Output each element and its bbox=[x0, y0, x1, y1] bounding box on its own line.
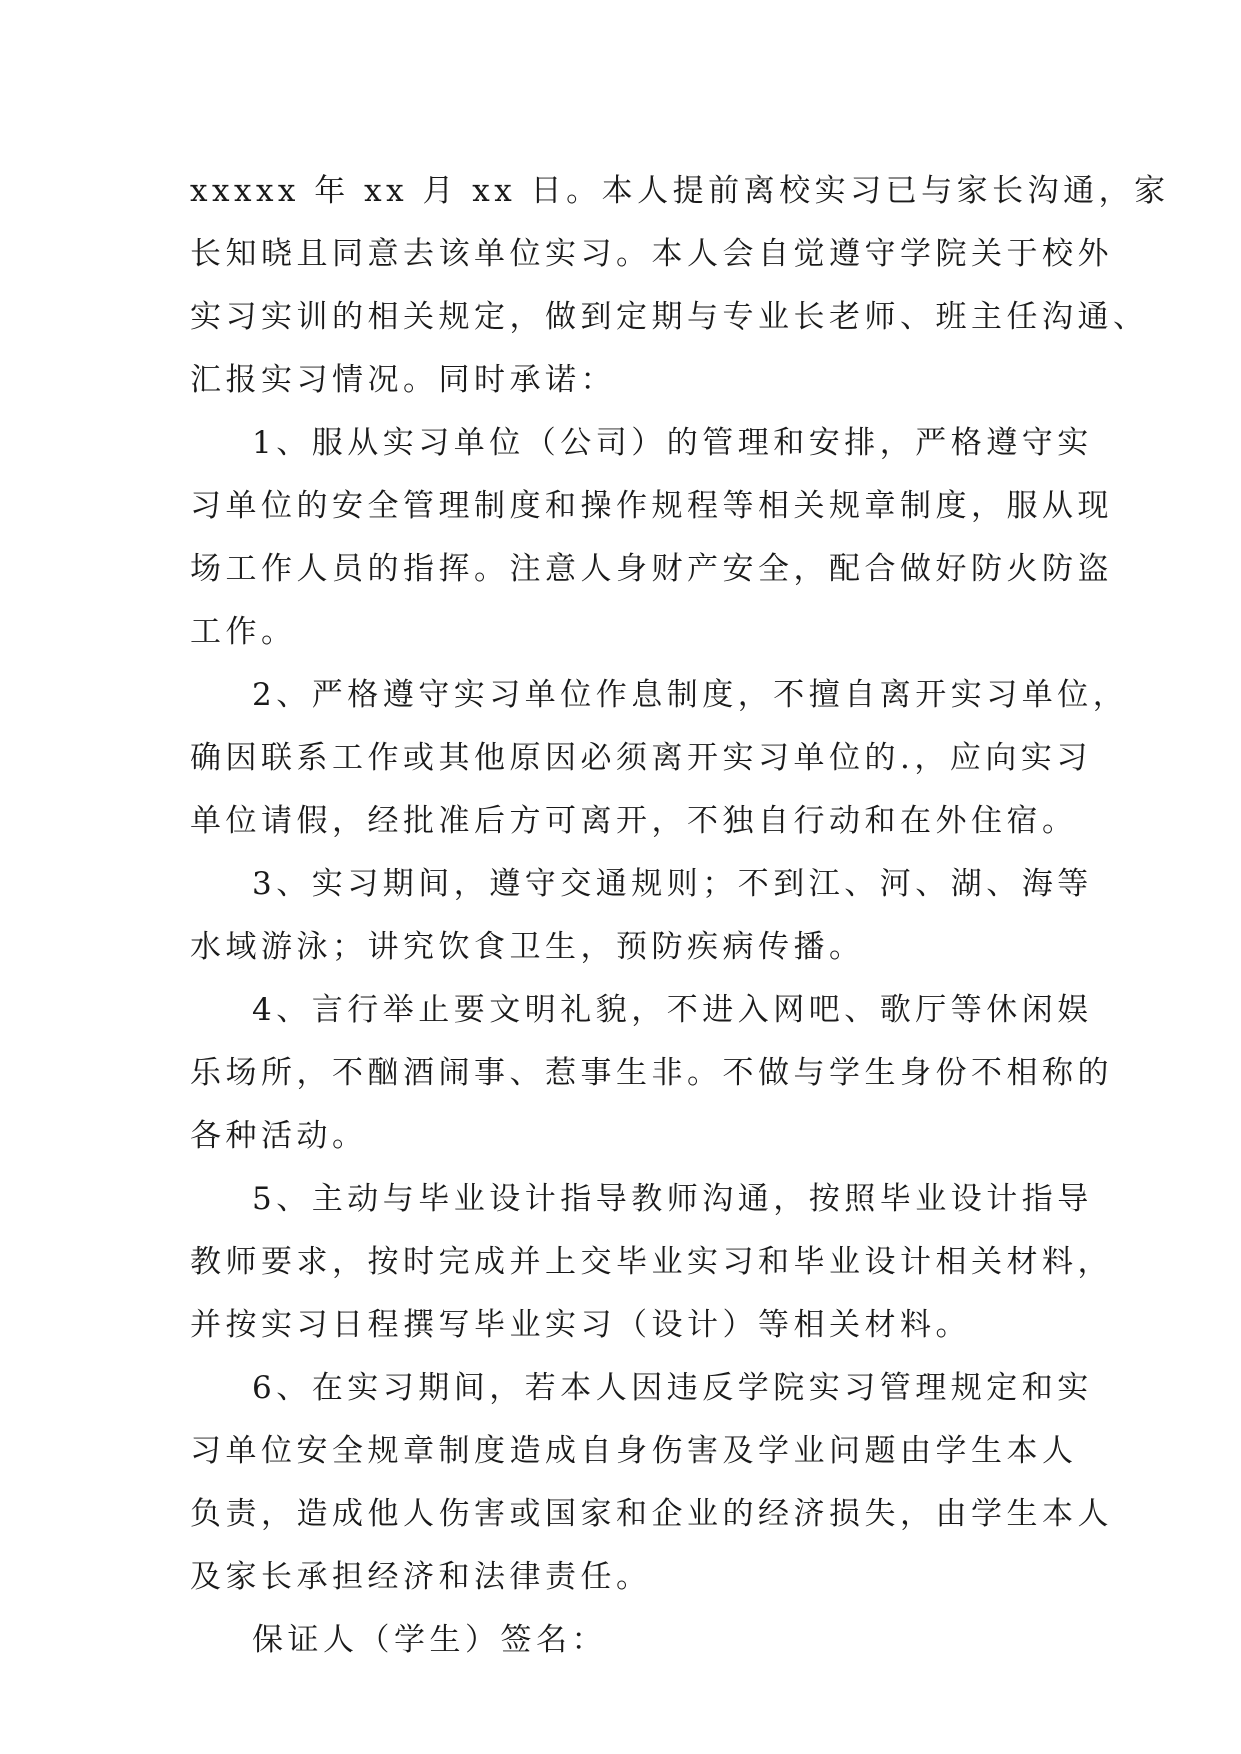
text-line: 汇报实习情况。同时承诺： bbox=[190, 362, 616, 398]
text-line: 2、严格遵守实习单位作息制度，不擅自离开实习单位， bbox=[252, 677, 1129, 713]
text-line: 习单位的安全管理制度和操作规程等相关规章制度，服从现 bbox=[190, 488, 1113, 524]
text-line: 单位请假，经批准后方可离开，不独自行动和在外住宿。 bbox=[190, 803, 1078, 839]
paragraph-item-3 bbox=[190, 853, 1093, 979]
text-line: 场工作人员的指挥。注意人身财产安全，配合做好防火防盗 bbox=[190, 551, 1113, 587]
text-line: 3、实习期间，遵守交通规则；不到江、河、湖、海等 bbox=[252, 866, 1093, 902]
text-line: 并按实习日程撰写毕业实习（设计）等相关材料。 bbox=[190, 1307, 971, 1343]
signature-line bbox=[190, 1609, 1070, 1672]
text-line: 教师要求，按时完成并上交毕业实习和毕业设计相关材料， bbox=[190, 1244, 1113, 1280]
paragraph-item-6 bbox=[190, 1357, 1113, 1609]
text-line: 习单位安全规章制度造成自身伤害及学业问题由学生本人 bbox=[190, 1433, 1078, 1469]
text-line: 长知晓且同意去该单位实习。本人会自觉遵守学院关于校外 bbox=[190, 236, 1113, 272]
paragraph-item-4 bbox=[190, 979, 1113, 1168]
text-line: 5、主动与毕业设计指导教师沟通，按照毕业设计指导 bbox=[252, 1181, 1093, 1217]
paragraph-item-2 bbox=[190, 664, 1129, 853]
text-line: 确因联系工作或其他原因必须离开实习单位的.，应向实习 bbox=[190, 740, 1092, 776]
text-line: 乐场所，不酗酒闹事、惹事生非。不做与学生身份不相称的 bbox=[190, 1055, 1113, 1091]
paragraph-item-1 bbox=[190, 412, 1113, 664]
text-line: 各种活动。 bbox=[190, 1118, 368, 1154]
document-body bbox=[190, 160, 1170, 1672]
text-line: xxxxx 年 xx 月 xx 日。本人提前离校实习已与家长沟通，家 bbox=[190, 173, 1170, 209]
signature-label: 保证人（学生）签名： bbox=[252, 1622, 607, 1658]
text-line: 4、言行举止要文明礼貌，不进入网吧、歌厅等休闲娱 bbox=[252, 992, 1093, 1028]
text-line: 水域游泳；讲究饮食卫生，预防疾病传播。 bbox=[190, 929, 865, 965]
paragraph-intro bbox=[190, 160, 1170, 412]
text-line: 6、在实习期间，若本人因违反学院实习管理规定和实 bbox=[252, 1370, 1093, 1406]
text-line: 1、服从实习单位（公司）的管理和安排，严格遵守实 bbox=[252, 425, 1093, 461]
text-line: 负责，造成他人伤害或国家和企业的经济损失，由学生本人 bbox=[190, 1496, 1113, 1532]
text-line: 及家长承担经济和法律责任。 bbox=[190, 1559, 652, 1595]
text-line: 工作。 bbox=[190, 614, 297, 650]
text-line: 实习实训的相关规定，做到定期与专业长老师、班主任沟通、 bbox=[190, 299, 1149, 335]
paragraph-item-5 bbox=[190, 1168, 1113, 1357]
